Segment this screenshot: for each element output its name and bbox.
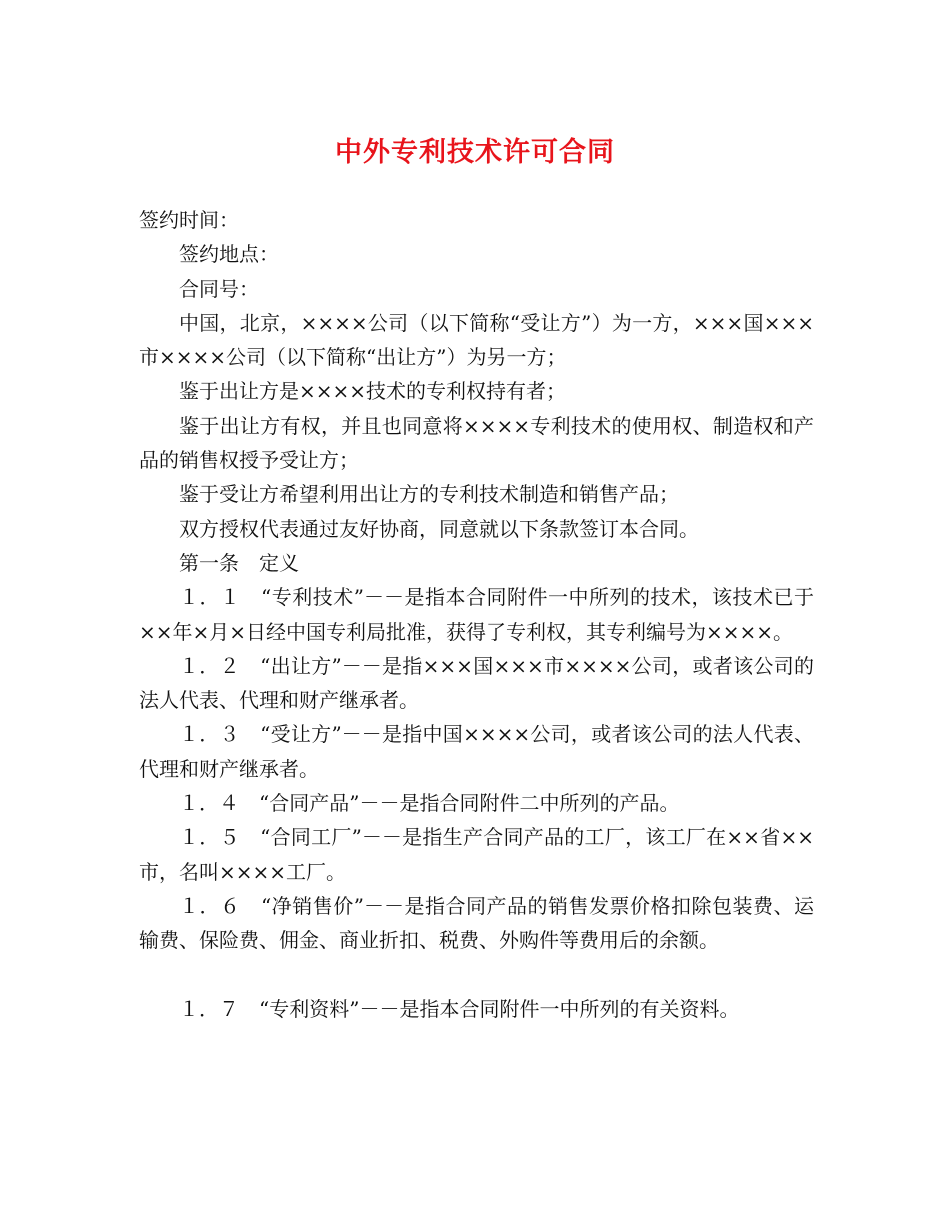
- paragraph-spacer: [139, 958, 814, 992]
- paragraph-parties: 中国，北京，××××公司（以下简称“受让方”）为一方，×××国×××市××××公司（以下简称“出让方”）为另一方；: [139, 310, 814, 370]
- clause-1-2: １．２ “出让方”－－是指×××国×××市××××公司，或者该公司的法人代表、代理和财产继承者。: [139, 653, 814, 713]
- clause-1-6: １．６ “净销售价”－－是指合同产品的销售发票价格扣除包装费、运输费、保险费、佣金、商业折扣、税费、外购件等费用后的余额。: [139, 893, 814, 953]
- clause-1-3: １．３ “受让方”－－是指中国××××公司，或者该公司的法人代表、代理和财产继承者。: [139, 722, 814, 781]
- paragraph-whereas-1: 鉴于出让方是××××技术的专利权持有者；: [179, 379, 567, 404]
- document-body: [139, 203, 814, 1026]
- paragraph-whereas-3: 鉴于受让方希望利用出让方的专利技术制造和销售产品；: [179, 482, 679, 507]
- clause-1-5: １．５ “合同工厂”－－是指生产合同产品的工厂，该工厂在××省××市，名叫××××工厂。: [139, 825, 814, 884]
- paragraph-contract-number: 合同号：: [179, 276, 259, 301]
- clause-1-7: １．７ “专利资料”－－是指本合同附件一中所列的有关资料。: [179, 996, 740, 1021]
- article-1-heading: 第一条 定义: [179, 550, 299, 575]
- paragraph-sign-place: 签约地点：: [179, 242, 279, 267]
- document-title: 中外专利技术许可合同: [335, 137, 615, 168]
- clause-1-4: １．４ “合同产品”－－是指合同附件二中所列的产品。: [179, 791, 680, 816]
- paragraph-agreement: 双方授权代表通过友好协商，同意就以下条款签订本合同。: [179, 516, 699, 541]
- paragraph-sign-time: 签约时间：: [139, 208, 239, 232]
- clause-1-1: １．１ “专利技术”－－是指本合同附件一中所列的技术，该技术已于××年×月×日经中国专利局批准，获得了专利权，其专利编号为××××。: [139, 585, 814, 644]
- paragraph-whereas-2: 鉴于出让方有权，并且也同意将××××专利技术的使用权、制造权和产品的销售权授予受让方；: [139, 413, 814, 473]
